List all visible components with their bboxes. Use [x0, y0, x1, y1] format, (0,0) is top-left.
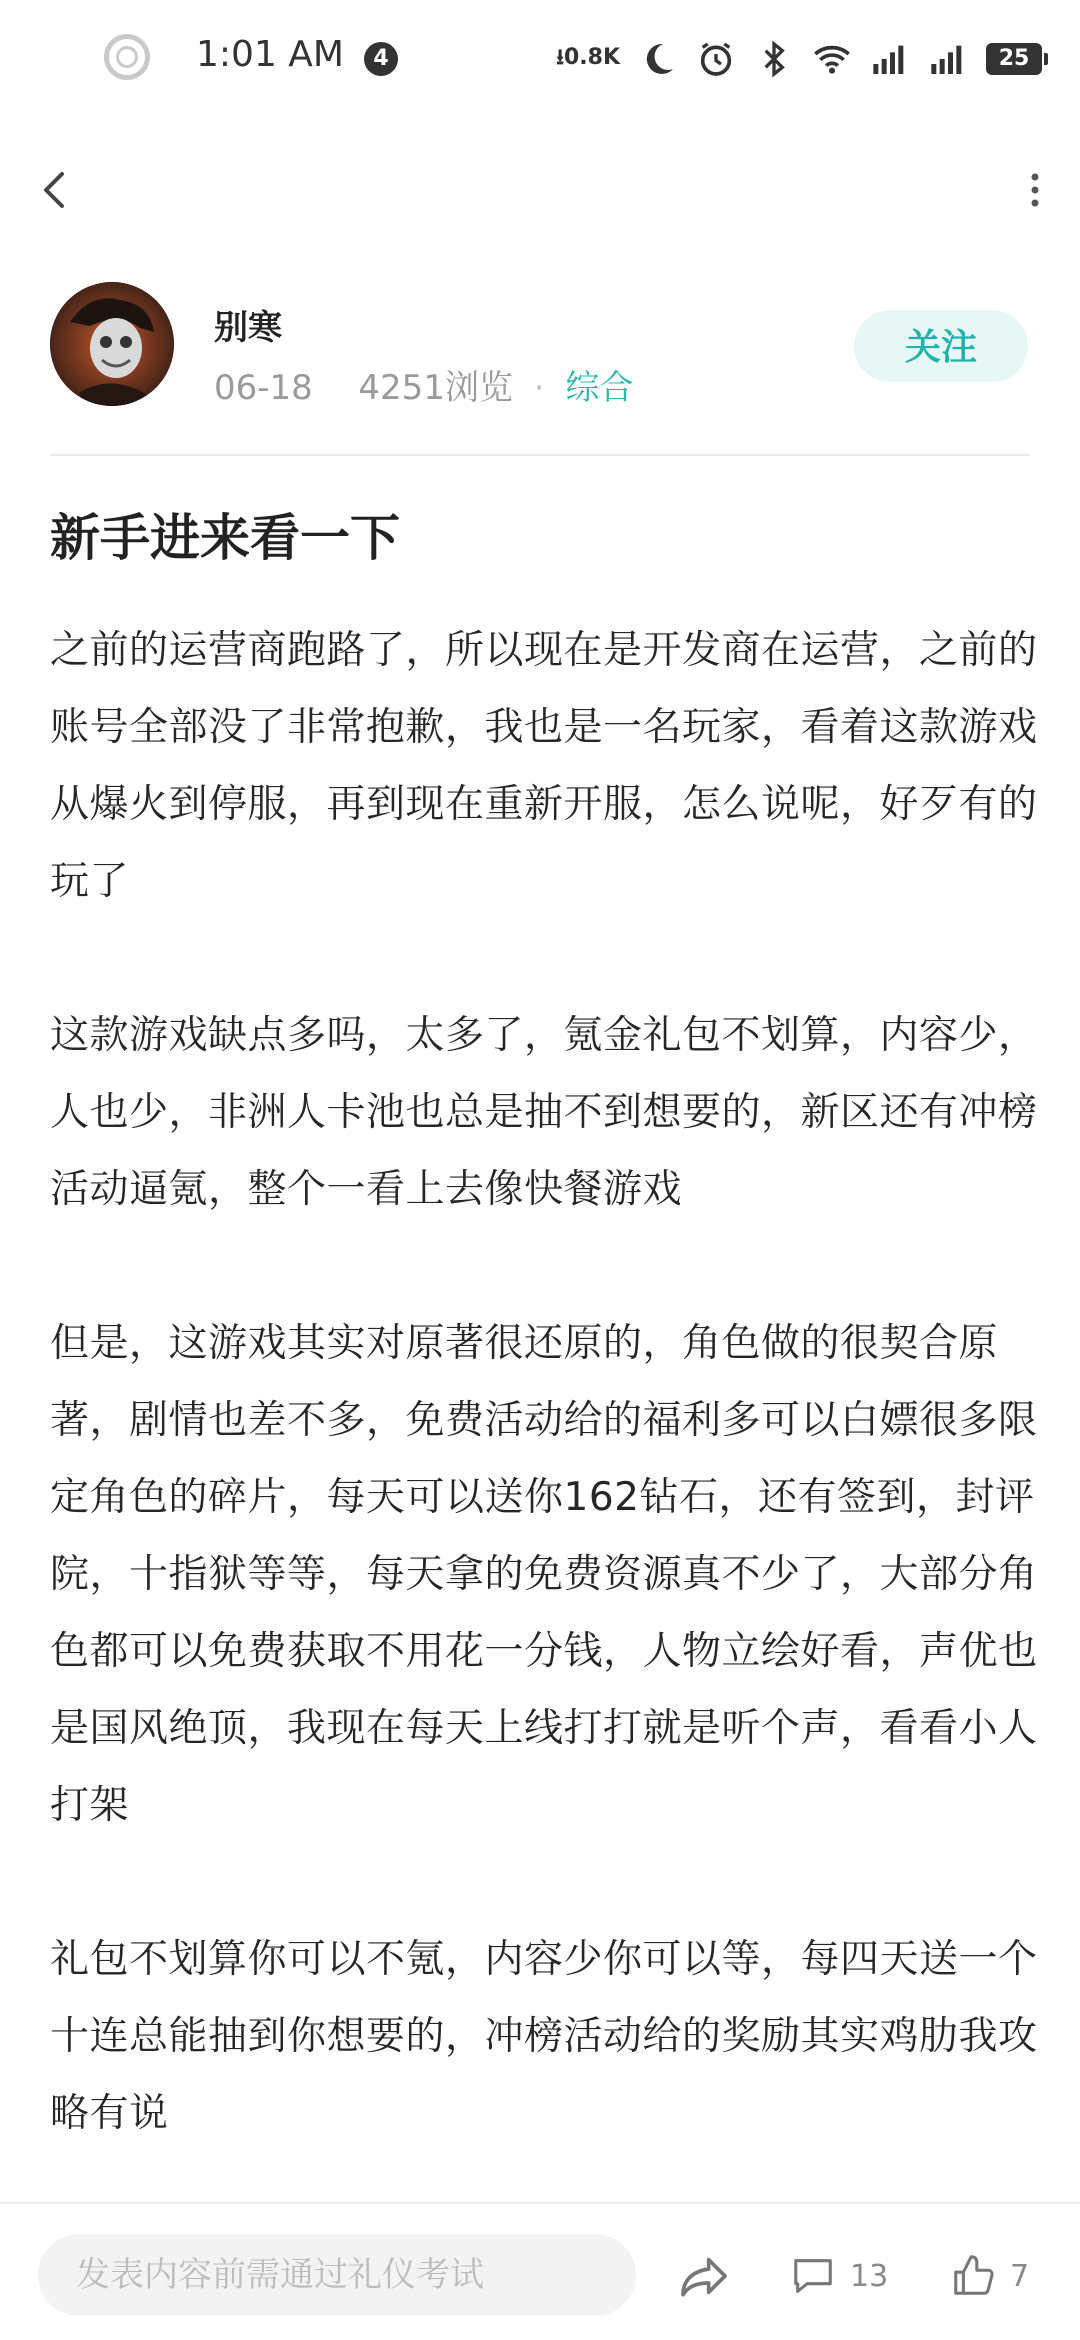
post-paragraph: 这款游戏缺点多吗，太多了，氪金礼包不划算，内容少，人也少，非洲人卡池也总是抽不到想要的，新区还有冲榜活动逼氪，整个一看上去像快餐游戏 — [50, 1013, 1038, 1212]
post-paragraph: 礼包不划算你可以不氪，内容少你可以等，每四天送一个十连总能抽到你想要的，冲榜活动给的奖励其实鸡肋我攻略有说 — [50, 1937, 1038, 2136]
moon-icon — [638, 39, 678, 79]
like-count: 7 — [1010, 2258, 1030, 2294]
comment-icon — [790, 2253, 836, 2299]
category-link[interactable]: 综合 — [565, 368, 634, 408]
meta-separator: · — [533, 368, 545, 408]
signal-icon — [928, 39, 968, 79]
share-icon[interactable] — [676, 2248, 732, 2304]
chevron-left-icon[interactable] — [30, 160, 80, 220]
divider — [50, 454, 1030, 456]
avatar-image — [50, 282, 174, 406]
view-count: 4251浏览 — [358, 368, 513, 408]
status-time: 1:01 AM — [196, 34, 344, 75]
post-title: 新手进来看一下 — [50, 509, 400, 567]
thumbs-up-icon — [950, 2253, 996, 2299]
status-bar — [0, 0, 1080, 120]
more-vertical-icon[interactable] — [1010, 160, 1060, 220]
post-body — [50, 612, 1040, 2152]
post-meta — [214, 360, 633, 409]
author-name[interactable]: 别寒 — [214, 308, 282, 348]
bottom-bar-divider — [0, 2202, 1080, 2204]
wifi-icon — [812, 39, 852, 79]
battery-icon: 25 — [986, 43, 1042, 75]
post-date: 06-18 — [214, 368, 313, 408]
comment-count: 13 — [850, 2258, 889, 2294]
comment-input[interactable]: 发表内容前需通过礼仪考试 — [38, 2234, 636, 2316]
post-paragraph: 但是，这游戏其实对原著很还原的，角色做的很契合原著，剧情也差不多，免费活动给的福利多可以白嫖很多限定角色的碎片，每天可以送你162钻石，还有签到，封评院，十指狱等等，每天拿的免费资源真不少了，大部分角色都可以免费获取不用花一分钱，人物立绘好看，声优也是国风绝顶，我现在每天上线打打就是听个声，看看小人打架 — [50, 1321, 1038, 1828]
screen-record-icon — [104, 34, 150, 80]
follow-button[interactable]: 关注 — [854, 310, 1028, 382]
bluetooth-icon — [754, 39, 794, 79]
post-paragraph: 之前的运营商跑路了，所以现在是开发商在运营，之前的账号全部没了非常抱歉，我也是一名玩家，看着这款游戏从爆火到停服，再到现在重新开服，怎么说呢，好歹有的玩了 — [50, 628, 1038, 904]
net-speed-value: 0.8K — [563, 45, 620, 70]
avatar[interactable] — [50, 282, 174, 406]
comment-button[interactable] — [790, 2246, 888, 2306]
notification-count-badge: 4 — [364, 42, 398, 76]
status-icons — [556, 34, 1042, 84]
download-arrow-icon: ⭳ — [556, 45, 564, 70]
signal-icon — [870, 39, 910, 79]
like-button[interactable] — [950, 2246, 1029, 2306]
alarm-icon — [696, 39, 736, 79]
net-speed — [556, 40, 620, 78]
